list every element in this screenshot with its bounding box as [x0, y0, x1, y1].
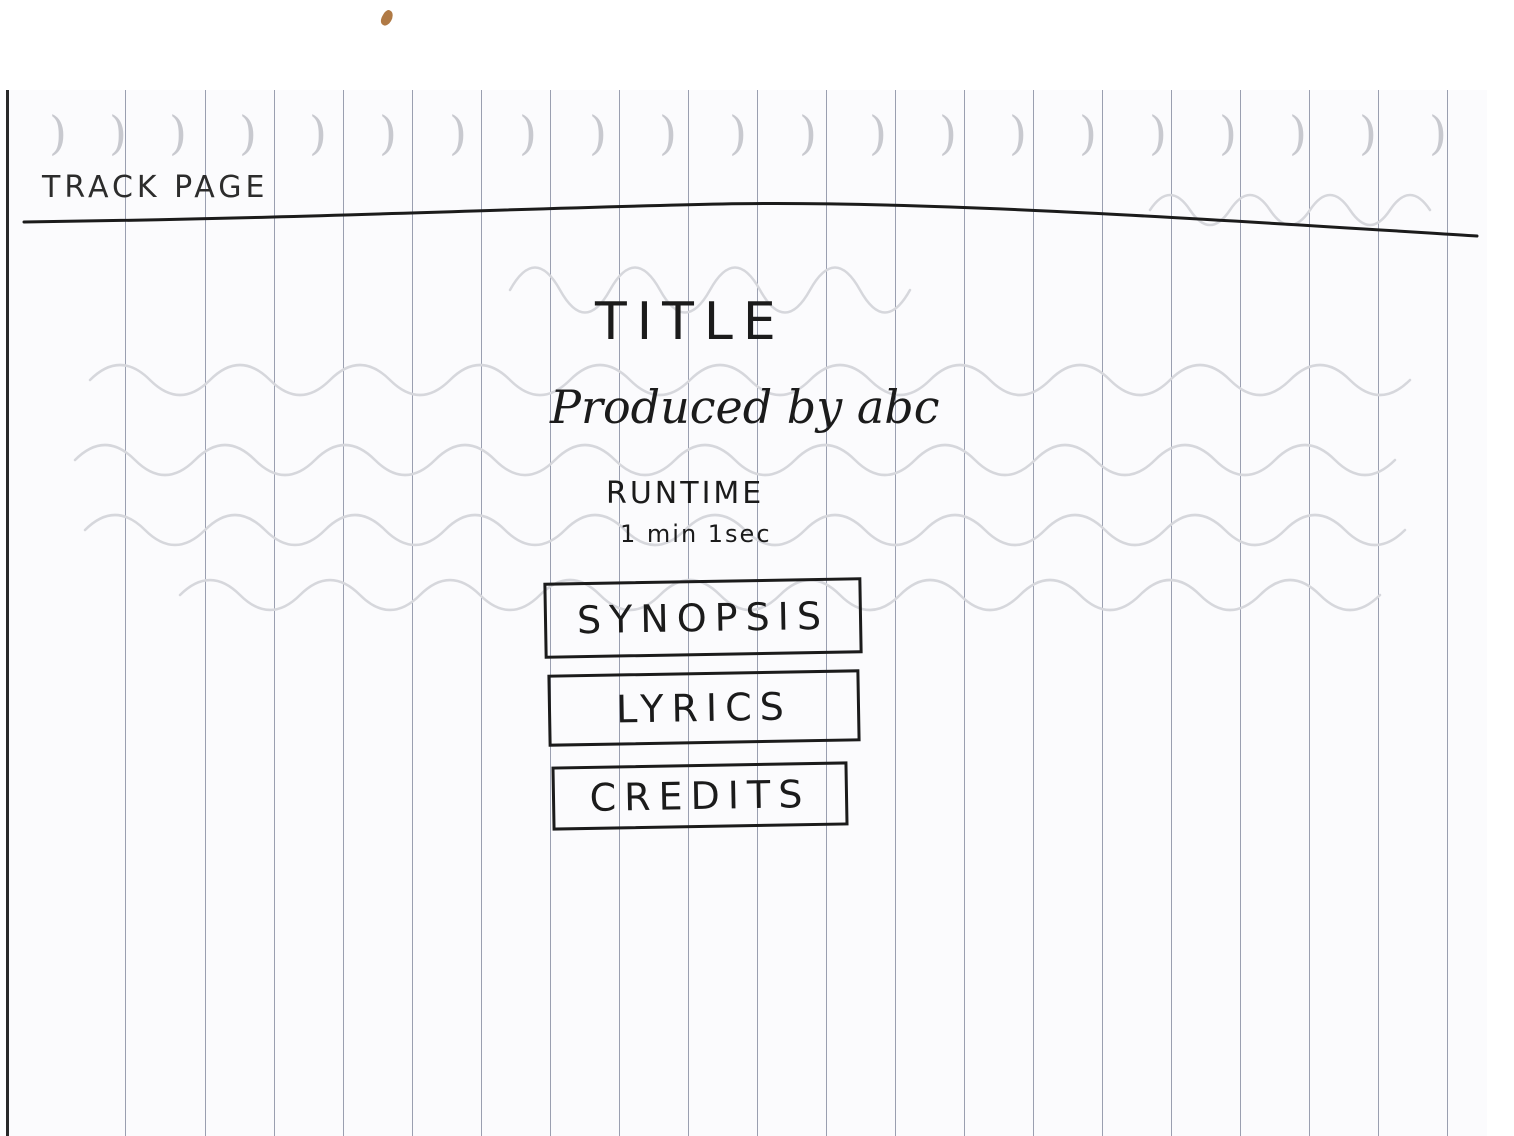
synopsis-button[interactable]: SYNOPSIS: [543, 577, 862, 659]
torn-edge-mark: ): [49, 106, 67, 160]
producer-credit: Produced by abc: [550, 380, 940, 434]
track-title: TITLE: [595, 292, 786, 352]
runtime-value: 1 min 1sec: [620, 520, 772, 548]
lyrics-button[interactable]: LYRICS: [547, 669, 860, 746]
torn-edge-mark: ): [1219, 106, 1237, 160]
torn-edge-mark: ): [729, 106, 747, 160]
torn-edge-mark: ): [869, 106, 887, 160]
credits-button[interactable]: CREDITS: [551, 761, 848, 830]
torn-edge-mark: ): [589, 106, 607, 160]
page-heading: TRACK PAGE: [42, 170, 269, 205]
torn-edge-mark: ): [939, 106, 957, 160]
torn-edge-mark: ): [449, 106, 467, 160]
runtime-label: RUNTIME: [606, 476, 765, 511]
torn-edge-mark: ): [1149, 106, 1167, 160]
torn-edge-mark: ): [659, 106, 677, 160]
torn-edge-mark: ): [1079, 106, 1097, 160]
torn-edge-mark: ): [519, 106, 537, 160]
torn-edge-mark: ): [1009, 106, 1027, 160]
torn-edge-mark: ): [309, 106, 327, 160]
header-divider: [22, 200, 1492, 250]
torn-edge-mark: ): [109, 106, 127, 160]
torn-edge-mark: ): [239, 106, 257, 160]
torn-edge-mark: ): [379, 106, 397, 160]
torn-edge-mark: ): [1289, 106, 1307, 160]
torn-edge-mark: ): [169, 106, 187, 160]
torn-edge-mark: ): [799, 106, 817, 160]
torn-edge-mark: ): [1429, 106, 1447, 160]
torn-edge-mark: ): [1359, 106, 1377, 160]
